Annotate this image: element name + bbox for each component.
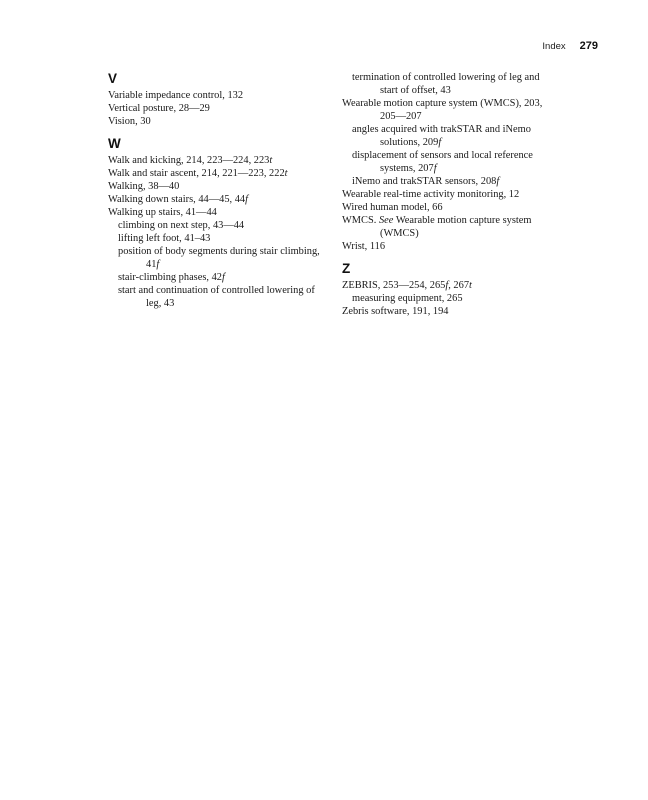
- entry-suffix: f: [433, 163, 437, 174]
- index-subentry: [108, 219, 326, 232]
- entry-text: climbing on next step, 43—44: [118, 220, 245, 231]
- index-subentry: [108, 271, 326, 284]
- index-subentry: [108, 245, 326, 271]
- index-subentry: [342, 292, 560, 305]
- letter-heading-z: Z: [342, 261, 351, 276]
- entry-suffix: t: [469, 280, 472, 291]
- index-subentry: [108, 232, 326, 245]
- entry-text: Wired human model, 66: [342, 202, 443, 213]
- index-column-left: [108, 71, 326, 310]
- entry-text: termination of controlled lowering of leg and start of offset, 43: [352, 72, 540, 96]
- entry-text: angles acquired with trakSTAR and iNemo solutions, 209: [352, 124, 531, 148]
- index-entry: [342, 240, 560, 253]
- entry-text: stair-climbing phases, 42: [118, 272, 222, 283]
- entry-text: WMCS.: [342, 215, 377, 226]
- index-entry: [108, 167, 326, 180]
- entry-text: Walking down stairs, 44—45, 44: [108, 194, 246, 205]
- index-subentry: [108, 284, 326, 310]
- index-subentry: [342, 71, 560, 97]
- entry-suffix: t: [269, 155, 273, 166]
- letter-heading-w: W: [108, 136, 121, 151]
- index-entry: [108, 206, 326, 219]
- entry-text: lifting left foot, 41–43: [118, 233, 211, 244]
- running-head: [542, 40, 598, 52]
- entry-text: Zebris software, 191, 194: [342, 306, 449, 317]
- entry-text: Walk and stair ascent, 214, 221—223, 222: [108, 168, 285, 179]
- entry-suffix: f: [156, 259, 160, 270]
- entry-suffix: f: [438, 137, 442, 148]
- index-entry: [342, 279, 560, 292]
- index-entry: [342, 305, 560, 318]
- entry-text: Walking, 38—40: [108, 181, 180, 192]
- entry-text: start and continuation of controlled lowering of leg, 43: [118, 285, 315, 309]
- index-subentry: [342, 175, 560, 188]
- entry-text: Wearable real-time activity monitoring, 12: [342, 189, 520, 200]
- running-head-section: Index: [542, 41, 566, 52]
- index-entry: [342, 97, 560, 123]
- index-subentry: [342, 149, 560, 175]
- page-number: 279: [579, 40, 598, 52]
- entry-text: , 267: [448, 280, 470, 291]
- cross-reference-target: Wearable motion capture system (WMCS): [380, 215, 532, 239]
- index-column-right: [342, 71, 560, 318]
- entry-suffix: f: [245, 194, 249, 205]
- index-entry: [108, 193, 326, 206]
- entry-text: measuring equipment, 265: [352, 293, 463, 304]
- entry-suffix: f: [496, 176, 500, 187]
- index-entry: [342, 214, 560, 240]
- entry-text: iNemo and trakSTAR sensors, 208: [352, 176, 497, 187]
- see-reference: See: [378, 215, 394, 226]
- entry-text: Wearable motion capture system (WMCS), 203, 205—207: [342, 98, 543, 122]
- index-entry: [342, 188, 560, 201]
- entry-text: Walking up stairs, 41—44: [108, 207, 217, 218]
- entry-suffix: f: [221, 272, 225, 283]
- index-subentry: [342, 123, 560, 149]
- entry-suffix: f: [445, 280, 449, 291]
- entry-text: displacement of sensors and local reference systems, 207: [352, 150, 533, 174]
- index-entry: [108, 180, 326, 193]
- letter-heading-v: V: [108, 71, 118, 86]
- entry-suffix: t: [284, 168, 288, 179]
- index-entry: [342, 201, 560, 214]
- entry-text: Wrist, 116: [342, 241, 386, 252]
- entry-text: Walk and kicking, 214, 223—224, 223: [108, 155, 270, 166]
- entry-text: ZEBRIS, 253—254, 265: [342, 280, 446, 291]
- entry-text: position of body segments during stair climbing, 41: [118, 246, 320, 270]
- index-entry: Vision, 30: [108, 116, 151, 127]
- index-entry: Variable impedance control, 132: [108, 90, 244, 101]
- index-entry: Vertical posture, 28—29: [108, 103, 210, 114]
- index-entry: [108, 154, 326, 167]
